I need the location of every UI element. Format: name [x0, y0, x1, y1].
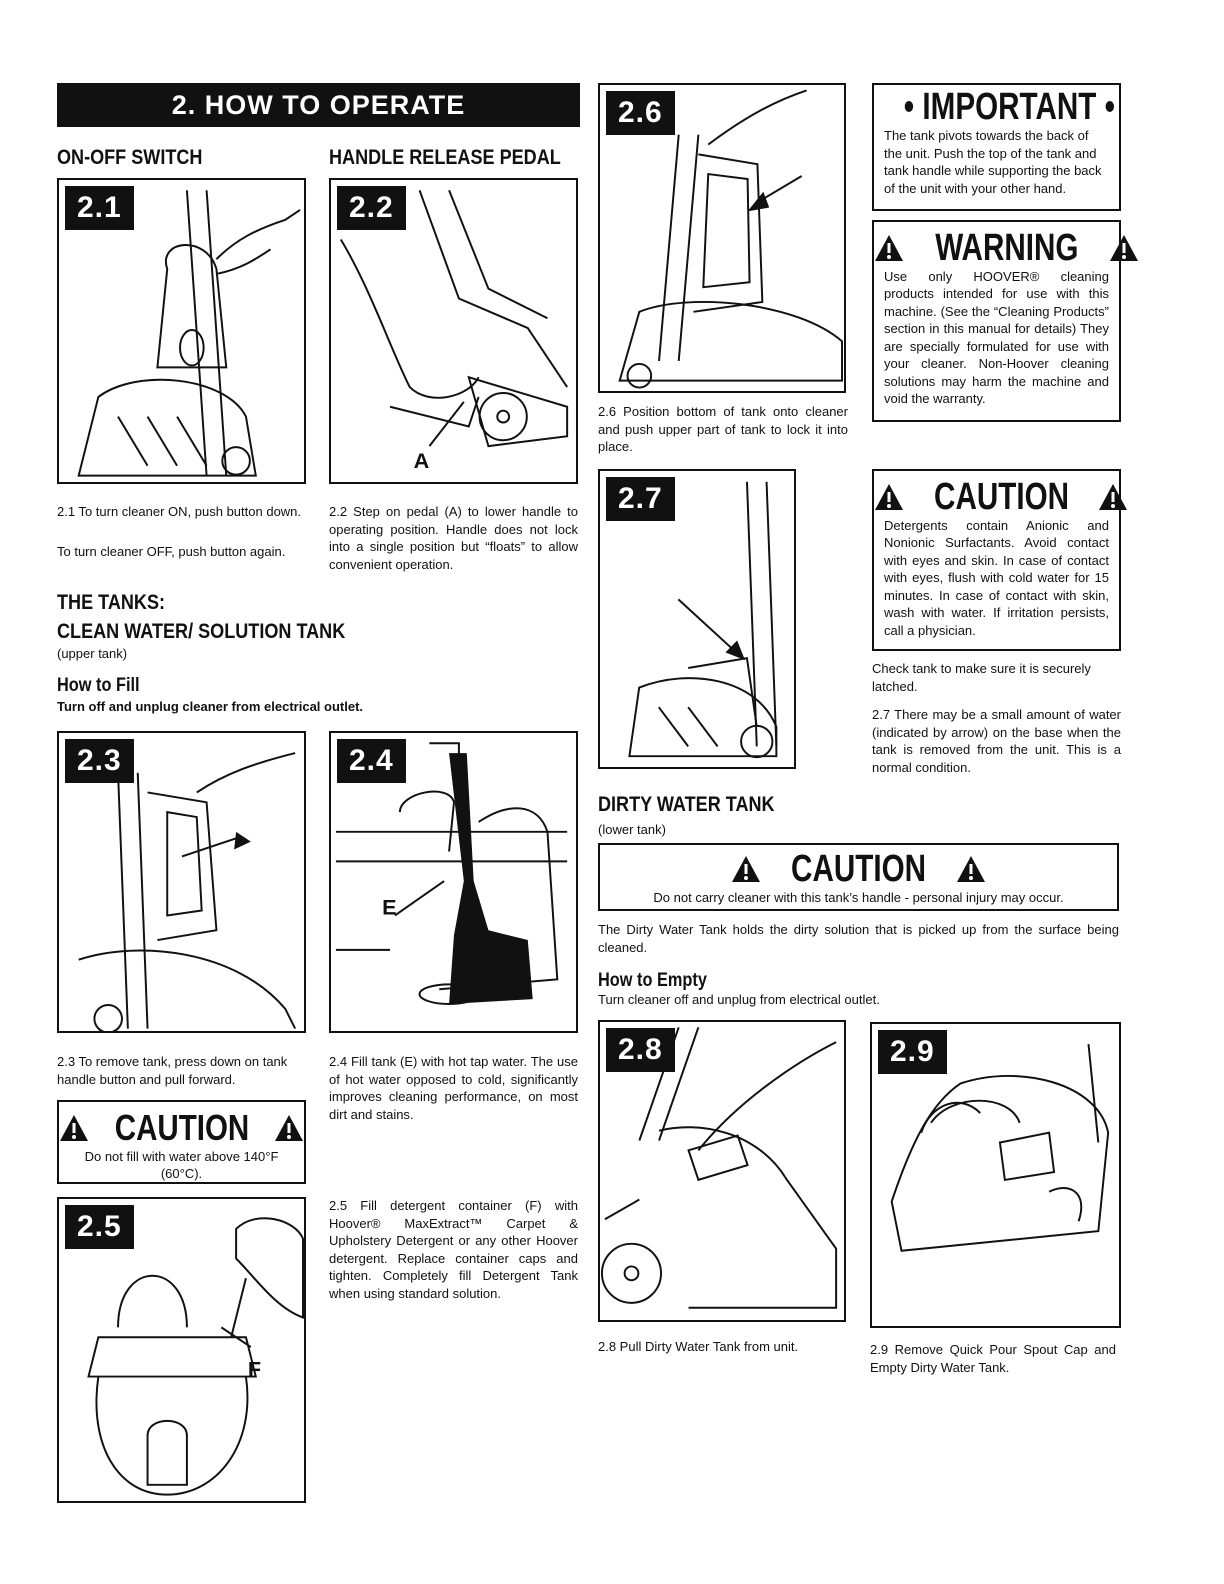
caption-2-5: 2.5 Fill detergent container (F) with Hoover® MaxExtract™ Carpet & Upholstery Detergent or any other Hoover detergent. Replace container caps and tighten. Completely fill Detergent Tank when using standard solution.: [329, 1198, 578, 1301]
figure-number: 2.8: [606, 1028, 675, 1072]
figure-2-3: [57, 731, 306, 1033]
heading-how-to-empty: How to Empty: [598, 970, 707, 991]
caution-fill-text: Do not fill with water above 140°F (60°C).: [84, 1149, 279, 1182]
warning-triangle-icon: [1109, 234, 1139, 262]
important-text: The tank pivots towards the back of the unit. Push the top of the tank and tank handle while supporting the back of the unit with your other hand.: [884, 128, 1102, 196]
section-title: 2. HOW TO OPERATE: [57, 83, 580, 127]
label-e: E: [382, 894, 397, 920]
figure-number: 2.5: [65, 1205, 134, 1249]
figure-number: 2.7: [606, 477, 675, 521]
warning-triangle-icon: [274, 1114, 304, 1142]
caption-2-7: 2.7 There may be a small amount of water (indicated by arrow) on the base when the tank is removed from the unit. This is a normal condition.: [872, 707, 1121, 775]
figure-2-1: [57, 178, 306, 484]
warning-triangle-icon: [874, 234, 904, 262]
warning-triangle-icon: [1098, 483, 1128, 511]
dirty-tank-description: The Dirty Water Tank holds the dirty solution that is picked up from the surface being cleaned.: [598, 922, 1119, 955]
caption-2-3: 2.3 To remove tank, press down on tank handle button and pull forward.: [57, 1054, 288, 1087]
caption-2-2: 2.2 Step on pedal (A) to lower handle to operating position. Handle does not lock into a single position but “floats” to allow convenient operation.: [329, 504, 578, 572]
warning-text: Use only HOOVER® cleaning products intended for use with this machine. (See the “Cleaning Products” section in this manual for details) They are specially formulated for use with your cleaner. Non-Hoover cleaning solutions may harm the machine and void the warranty.: [884, 268, 1109, 407]
fill-safety-note: Turn off and unplug cleaner from electrical outlet.: [57, 699, 364, 714]
important-title: • IMPORTANT •: [903, 86, 1115, 128]
caution-fill-title: CAUTION: [114, 1107, 249, 1149]
caption-2-9: 2.9 Remove Quick Pour Spout Cap and Empty Dirty Water Tank.: [870, 1342, 1116, 1375]
caution-dirty-title: CAUTION: [790, 847, 927, 890]
figure-2-2: [329, 178, 578, 484]
warning-triangle-icon: [956, 855, 986, 883]
heading-on-off-switch: ON-OFF SWITCH: [57, 146, 203, 169]
warning-triangle-icon: [874, 483, 904, 511]
figure-2-9: [870, 1022, 1121, 1328]
caution-dirty-tank-box: [598, 843, 1119, 911]
figure-2-7: [598, 469, 796, 769]
figure-2-8: [598, 1020, 846, 1322]
caution-detergent-text: Detergents contain Anionic and Nonionic Surfactants. Avoid contact with eyes and skin. In case of contact with eyes, flush with cold water for 15 minutes. In case of contact with skin, wash with water. If irritation persists, call a physician.: [884, 517, 1109, 638]
figure-number: 2.6: [606, 91, 675, 135]
figure-number: 2.4: [337, 739, 406, 783]
heading-the-tanks: THE TANKS:: [57, 591, 166, 614]
figure-2-4: [329, 731, 578, 1033]
figure-number: 2.1: [65, 186, 134, 230]
caption-2-8: 2.8 Pull Dirty Water Tank from unit.: [598, 1339, 799, 1354]
heading-dirty-water-tank: DIRTY WATER TANK: [598, 793, 775, 816]
figure-number: 2.9: [878, 1030, 947, 1074]
label-a: A: [413, 447, 430, 473]
caution-detergent-title: CAUTION: [933, 475, 1069, 518]
caution-dirty-text: Do not carry cleaner with this tank’s handle - personal injury may occur.: [653, 889, 1064, 905]
heading-how-to-fill: How to Fill: [57, 675, 140, 696]
caption-2-6: 2.6 Position bottom of tank onto cleaner and push upper part of tank to lock it into place.: [598, 404, 848, 454]
caption-2-1-on: 2.1 To turn cleaner ON, push button down.: [57, 504, 302, 519]
caption-2-1-off: To turn cleaner OFF, push button again.: [57, 544, 286, 559]
lower-tank-label: (lower tank): [598, 822, 666, 837]
warning-box: [872, 220, 1121, 422]
caution-fill-temperature: [57, 1100, 306, 1184]
caption-check-tank: Check tank to make sure it is securely latched.: [872, 661, 1091, 694]
empty-safety-note: Turn cleaner off and unplug from electrical outlet.: [598, 992, 880, 1007]
important-box: [872, 83, 1121, 211]
figure-number: 2.2: [337, 186, 406, 230]
caution-detergent-box: [872, 469, 1121, 651]
figure-2-6: [598, 83, 846, 393]
caption-2-4: 2.4 Fill tank (E) with hot tap water. The use of hot water opposed to cold, significantly improves cleaning performance, on most dirt and stains.: [329, 1054, 578, 1122]
warning-triangle-icon: [731, 855, 761, 883]
heading-clean-water-tank: CLEAN WATER/ SOLUTION TANK: [57, 620, 346, 643]
warning-triangle-icon: [59, 1114, 89, 1142]
upper-tank-label: (upper tank): [57, 646, 128, 661]
figure-number: 2.3: [65, 739, 134, 783]
warning-title: WARNING: [934, 226, 1079, 269]
label-f: F: [247, 1356, 262, 1382]
heading-handle-release-pedal: HANDLE RELEASE PEDAL: [329, 146, 561, 169]
figure-2-5: [57, 1197, 306, 1503]
